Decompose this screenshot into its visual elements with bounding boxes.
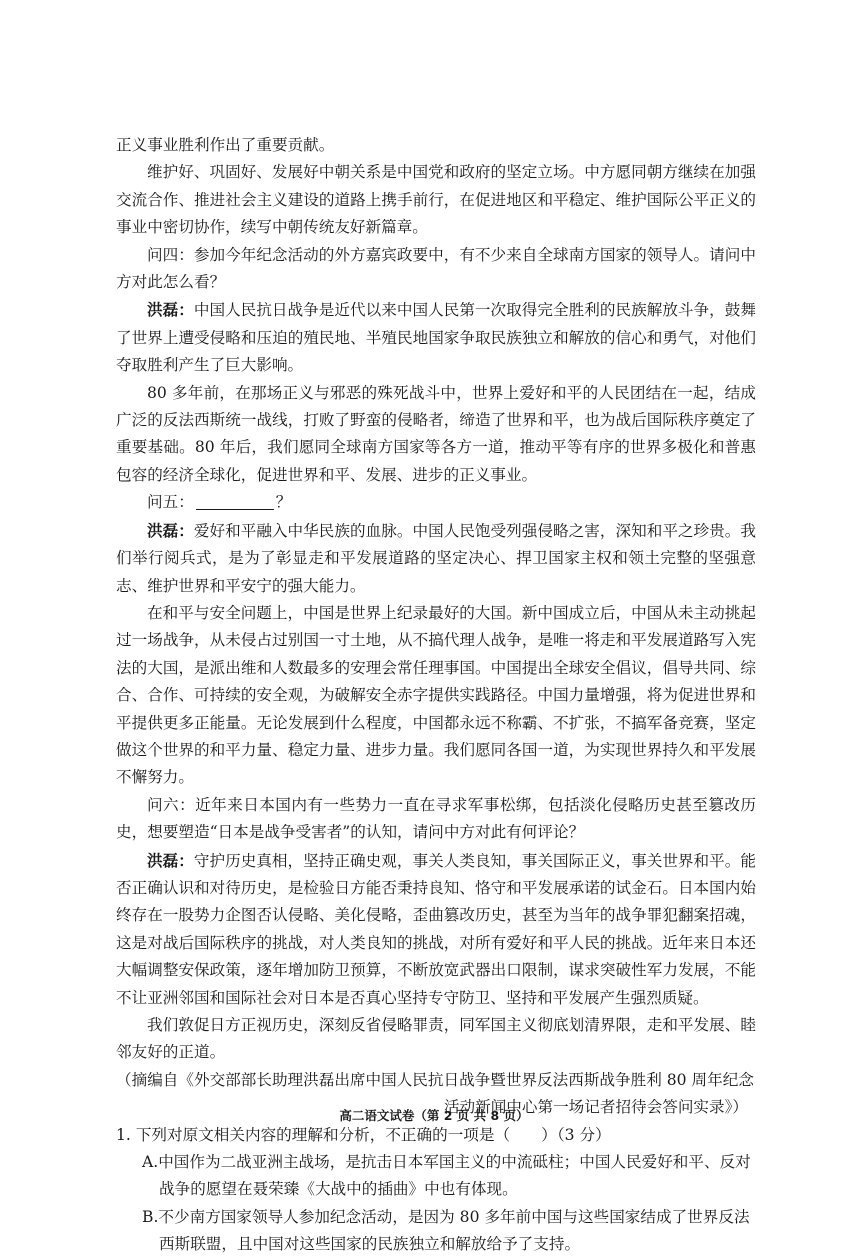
answer-5-text: 爱好和平融入中华民族的血脉。中国人民饱受列强侵略之害，深知和平之珍贵。我们举行阅兵式，是为了彰显走和平发展道路的坚定决心、捍卫国家主权和领土完整的坚强意志、维护世界和平安宁的强大能力。: [116, 521, 756, 595]
question-1-option-b: B.不少南方国家领导人参加纪念活动，是因为 80 多年前中国与这些国家结成了世界反法西斯联盟，且中国对这些国家的民族独立和解放给予了支持。: [142, 1207, 750, 1254]
question-5: [116, 489, 756, 516]
question-4: [116, 242, 756, 297]
answer-6-speaker: 洪磊：: [147, 850, 194, 870]
question-4-text: 参加今年纪念活动的外方嘉宾政要中，有不少来自全球南方国家的领导人。请问中方对此怎么看？: [116, 245, 756, 292]
answer-5-speaker: 洪磊：: [147, 520, 194, 540]
question-5-tail: ？: [275, 493, 292, 512]
document-body: [116, 132, 756, 1259]
question-6: [116, 792, 756, 847]
paragraph-11: 我们敦促日方正视历史，深刻反省侵略罪责，同军国主义彻底划清界限，走和平发展、睦邻友好的正道。: [116, 1016, 756, 1062]
answer-4-text: 中国人民抗日战争是近代以来中国人民第一次取得完全胜利的民族解放斗争，鼓舞了世界上遭受侵略和压迫的殖民地、半殖民地国家争取民族独立和解放的信心和勇气，对他们夺取胜利产生了巨大影响。: [116, 301, 756, 375]
question-4-label: 问四：: [147, 245, 194, 264]
answer-4-speaker: 洪磊：: [147, 300, 194, 320]
question-1-option-a: A.中国作为二战亚洲主战场，是抗击日本军国主义的中流砥柱；中国人民爱好和平、反对战争的愿望在聂荣臻《大战中的插曲》中也有体现。: [142, 1153, 751, 1199]
citation-line-1: （摘编自《外交部部长助理洪磊出席中国人民抗日战争暨世界反法西斯战争胜利 80 周年纪念: [116, 1070, 754, 1089]
answer-5: [116, 517, 756, 600]
paragraph-2: 维护好、巩固好、发展好中朝关系是中国党和政府的坚定立场。中方愿同朝方继续在加强交流合作、推进社会主义建设的道路上携手前行，在促进地区和平稳定、维护国际公平正义的事业中密切协作，续写中朝传统友好新篇章。: [116, 163, 756, 237]
paragraph-1: 正义事业胜利作出了重要贡献。: [116, 136, 335, 154]
question-6-label: 问六：: [147, 795, 196, 814]
page-footer: 高二语文试卷（第 2 页 共 8 页）: [339, 1108, 529, 1123]
question-6-text: 近年来日本国内有一些势力一直在寻求军事松绑，包括淡化侵略历史甚至篡改历史，想要塑造“日本是战争受害者”的认知，请问中方对此有何评论？: [116, 795, 756, 842]
answer-4: [116, 296, 756, 379]
answer-6: [116, 847, 756, 1012]
paragraph-8: 在和平与安全问题上，中国是世界上纪录最好的大国。新中国成立后，中国从未主动挑起过一场战争，从未侵占过别国一寸土地，从不搞代理人战争，是唯一将走和平发展道路写入宪法的大国，是派出维和人数最多的安理会常任理事国。中国提出全球安全倡议，倡导共同、综合、合作、可持续的安全观，为破解安全赤字提供实践路径。中国力量增强，将为促进世界和平提供更多正能量。无论发展到什么程度，中国都永远不称霸、不扩张，不搞军备竞赛，坚定做这个世界的和平力量、稳定力量、进步力量。我们愿同各国一道，为实现世界持久和平发展不懈努力。: [116, 603, 756, 787]
citation-line-2: 活动新闻中心第一场记者招待会答问实录》）: [443, 1098, 748, 1117]
answer-6-text: 守护历史真相，坚持正确史观，事关人类良知，事关国际正义，事关世界和平。能否正确认识和对待历史，是检验日方能否秉持良知、恪守和平发展承诺的试金石。日本国内始终存在一股势力企图否认侵略、美化侵略，歪曲篡改历史，甚至为当年的战争罪犯翻案招魂，这是对战后国际秩序的挑战，对人类良知的挑战，对所有爱好和平人民的挑战。近年来日本还大幅调整安保政策，逐年增加防卫预算，不断放宽武器出口限制，谋求突破性军力发展，不能不让亚洲邻国和国际社会对日本是否真心坚持专守防卫、坚持和平发展产生强烈质疑。: [116, 851, 756, 1007]
fill-in-blank[interactable]: [196, 491, 274, 510]
question-1-stem: 1. 下列对原文相关内容的理解和分析，不正确的一项是（ ）（3 分）: [116, 1125, 611, 1144]
paragraph-5: 80 多年前，在那场正义与邪恶的殊死战斗中，世界上爱好和平的人民团结在一起，结成广泛的反法西斯统一战线，打败了野蛮的侵略者，缔造了世界和平，也为战后国际秩序奠定了重要基础。80 年后，我们愿同全球南方国家等各方一道，推动平等有序的世界多极化和普惠包容的经济全球化，促进世界和平、发展、进步的正义事业。: [116, 383, 756, 484]
question-5-label: 问五：: [147, 493, 194, 512]
